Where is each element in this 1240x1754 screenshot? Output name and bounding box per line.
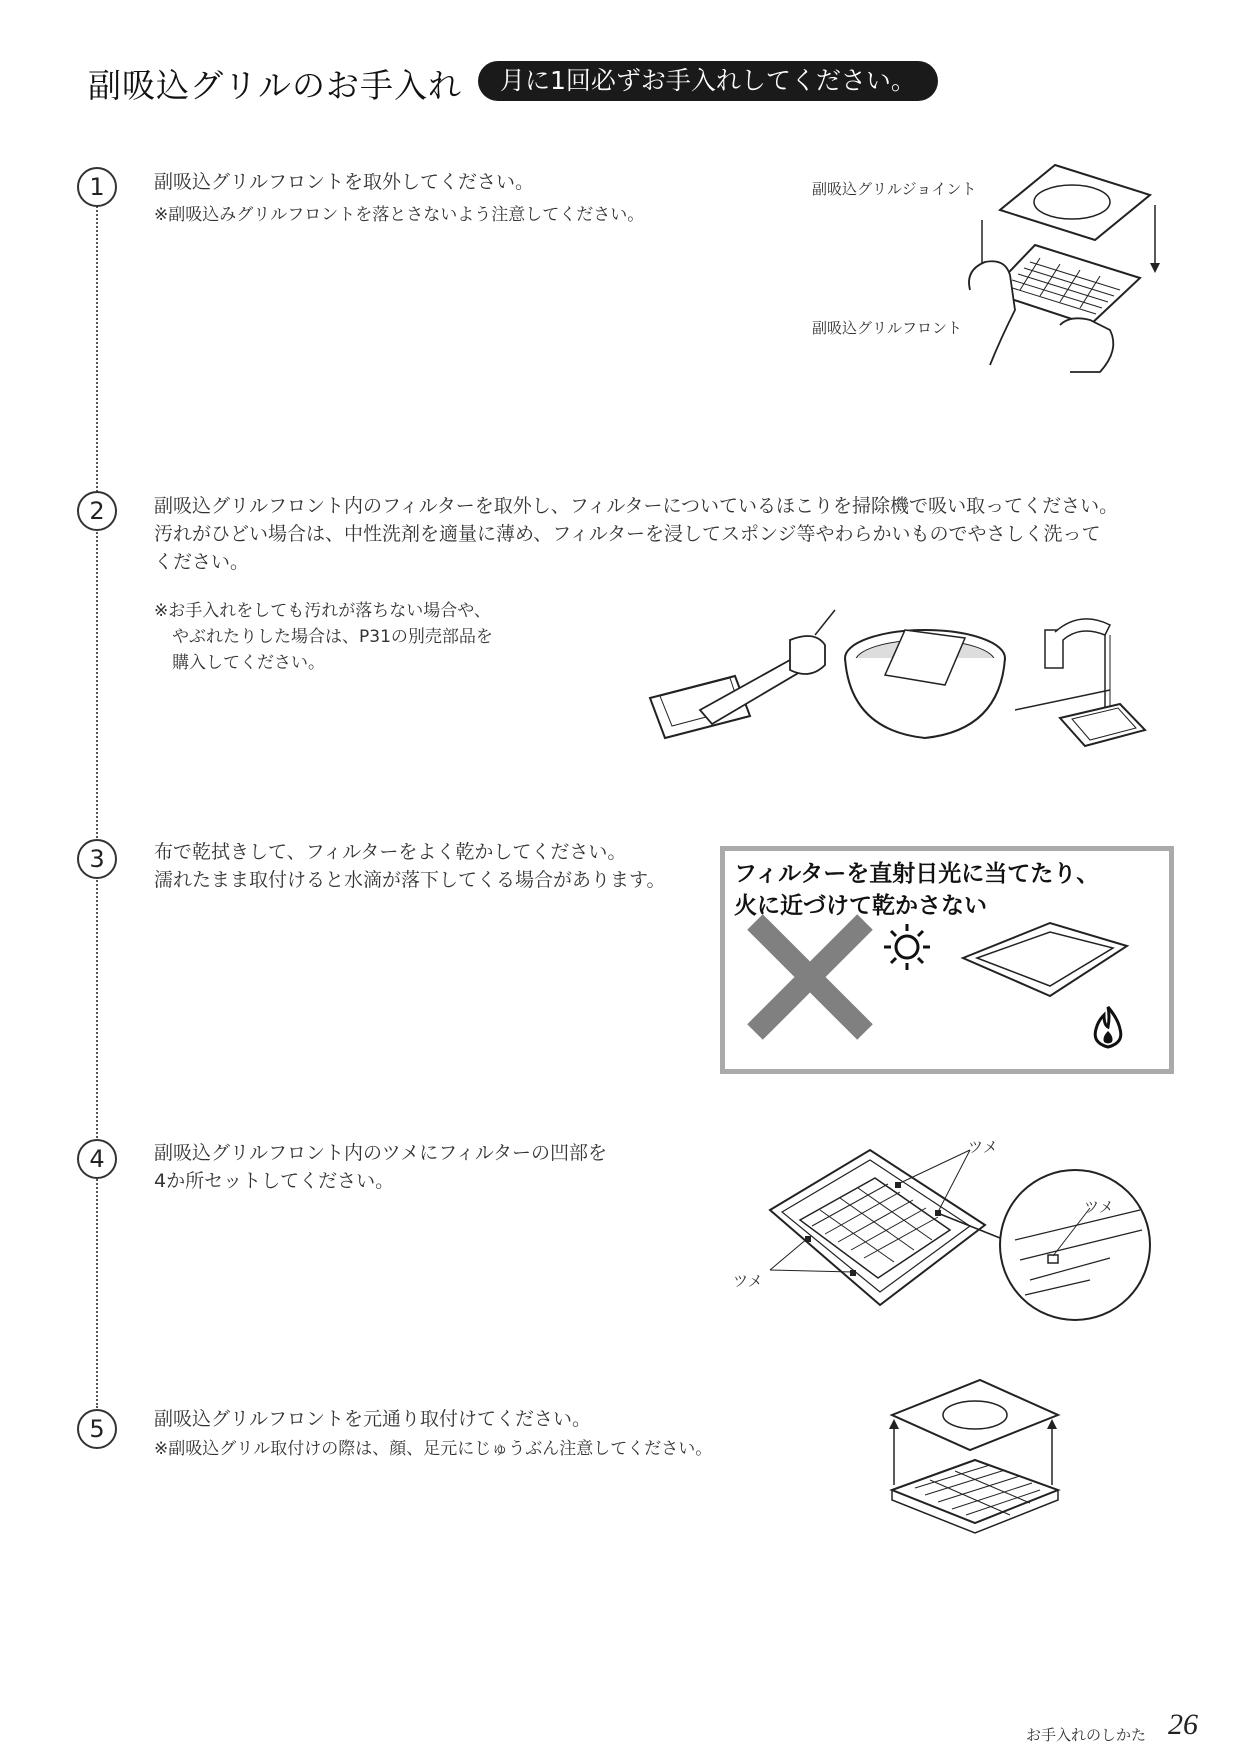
tab-label-top: ツメ (968, 1138, 998, 1156)
grille-front-label: 副吸込グリルフロント (812, 319, 963, 337)
warning-text-line-1: フィルターを直射日光に当てたり、 (734, 861, 1100, 887)
prohibited-cross-icon (745, 912, 875, 1042)
step-2-note-line-3: 購入してください。 (172, 653, 325, 673)
step-connector-2 (96, 528, 98, 838)
step-connector-4 (96, 1176, 98, 1408)
step-3-text-line-2: 濡れたまま取付けると水滴が落下してくる場合があります。 (154, 869, 666, 891)
tab-label-bottom: ツメ (733, 1272, 763, 1290)
step-2-text-line-2: 汚れがひどい場合は、中性洗剤を適量に薄め、フィルターを浸してスポンジ等やわらかいものでやさしく洗って (154, 523, 1101, 545)
page-title: 副吸込グリルのお手入れ (88, 66, 462, 105)
fire-icon (1090, 1005, 1126, 1049)
filter-icon (955, 918, 1135, 1008)
warning-text-line-2: 火に近づけて乾かさない (734, 893, 987, 919)
footer-section-label: お手入れのしかた (1026, 1726, 1147, 1744)
step-2-text-line-3: ください。 (154, 551, 250, 573)
step-2-note-line-2: やぶれたりした場合は、P31の別売部品を (172, 627, 493, 647)
step-1-text: 副吸込グリルフロントを取外してください。 (154, 171, 535, 193)
step-4-text-line-1: 副吸込グリルフロント内のツメにフィルターの凹部を (154, 1142, 607, 1164)
step-5-text: 副吸込グリルフロントを元通り取付けてください。 (154, 1408, 592, 1430)
grille-removal-illustration (960, 150, 1160, 375)
step-2-text-line-1: 副吸込グリルフロント内のフィルターを取外し、フィルターについているほこりを掃除機で吸い取ってください。 (154, 495, 1119, 517)
step-1-note: ※副吸込みグリルフロントを落とさないよう注意してください。 (154, 205, 645, 225)
step-number-1: 1 (77, 167, 117, 207)
grille-reattach-illustration (880, 1375, 1070, 1550)
sun-icon (882, 922, 932, 972)
grille-joint-label: 副吸込グリルジョイント (812, 180, 977, 198)
filter-cleaning-illustration (640, 600, 1150, 750)
page-number: 26 (1168, 1708, 1198, 1741)
step-number-4: 4 (77, 1139, 117, 1179)
step-2-note-line-1: ※お手入れをしても汚れが落ちない場合や、 (154, 601, 491, 621)
filter-tab-illustration (730, 1130, 1170, 1360)
tab-label-zoom: ツメ (1084, 1198, 1114, 1216)
step-4-text-line-2: 4か所セットしてください。 (154, 1170, 395, 1192)
step-connector-1 (96, 203, 98, 503)
step-connector-3 (96, 876, 98, 1138)
step-3-text-line-1: 布で乾拭きして、フィルターをよく乾かしてください。 (154, 841, 627, 863)
frequency-badge: 月に1回必ずお手入れしてください。 (478, 61, 938, 101)
step-number-3: 3 (77, 839, 117, 879)
step-number-2: 2 (77, 491, 117, 531)
step-5-note: ※副吸込グリル取付けの際は、顔、足元にじゅうぶん注意してください。 (154, 1439, 713, 1459)
step-number-5: 5 (77, 1409, 117, 1449)
